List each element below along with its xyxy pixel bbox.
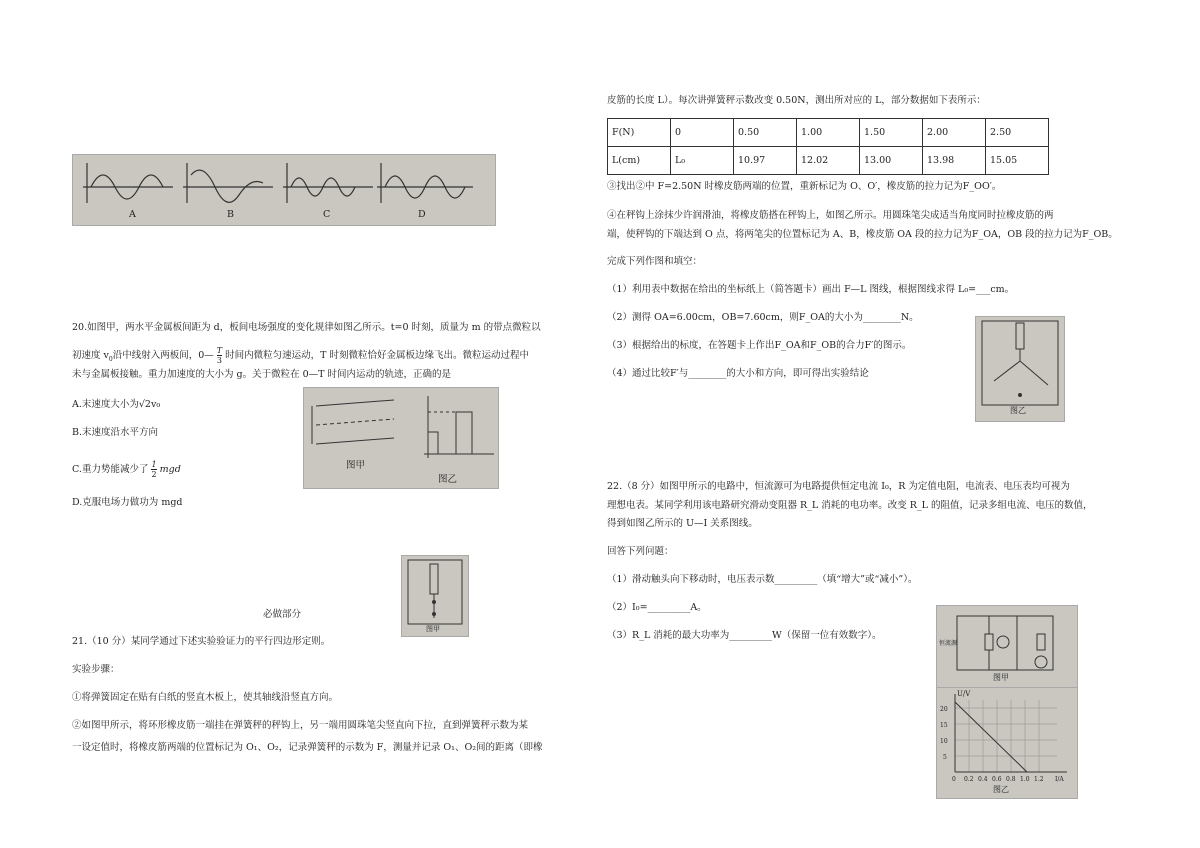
q22-line1: 22.（8 分）如图甲所示的电路中，恒流源可为电路提供恒定电流 I₀，R 为定值电阻，电流表、电压表均可视为 [607, 481, 1070, 492]
rubber-band-figure [975, 316, 1065, 422]
q21-step4-line1: ④在秤钩上涂抹少许润滑油，将橡皮筋搭在秤钩上，如图乙所示。用圆珠笔尖成适当角度同时拉橡皮筋的两 [607, 210, 1054, 221]
table-cell: 13.98 [923, 147, 986, 175]
q21-part3: （3）根据给出的标度，在答题卡上作出F_OA和F_OB的合力F′的图示。 [607, 340, 912, 351]
table-cell: L₀ [671, 147, 734, 175]
q20-figure [303, 387, 499, 489]
ui-graph-figure [936, 687, 1078, 799]
wave-options-svg [73, 155, 495, 225]
wave-options-figure [72, 154, 496, 226]
q20-option-d[interactable]: D.克服电场力做功为 mgd [72, 497, 183, 508]
table-row-force [608, 119, 1049, 147]
t-over-3-fraction: $\frac{T}{3}$ [216, 346, 223, 365]
q20-figure-svg [304, 388, 498, 488]
circuit-caption: 图甲 [993, 673, 1009, 682]
table-cell: 12.02 [797, 147, 860, 175]
q21-title: 21.（10 分）某同学通过下述实验验证力的平行四边形定则。 [72, 636, 331, 647]
q21-step4-line2: 端，使秤钩的下端达到 O 点，将两笔尖的位置标记为 A、B，橡皮筋 OA 段的拉力记为F_OA，OB 段的拉力记为F_OB。 [607, 229, 1118, 240]
graph-x-tick: 0.6 [992, 776, 1002, 783]
q20-figure-caption-right: 图乙 [438, 474, 458, 485]
q21-steps-label: 实验步骤： [72, 664, 120, 675]
q20-line1: 20.如图甲，两水平金属板间距为 d，板间电场强度的变化规律如图乙所示。t=0 时刻，质量为 m 的带点微粒以 [72, 322, 541, 333]
wave-label-a: A [129, 209, 136, 220]
circuit-source-label: 恒流源 [939, 640, 958, 647]
graph-y-label: U/V [957, 690, 971, 698]
table-cell: 15.05 [986, 147, 1049, 175]
q21-step3: ③找出②中 F=2.50N 时橡皮筋两端的位置，重新标记为 O、O′，橡皮筋的拉力记为F_OO′。 [607, 181, 1002, 192]
graph-y-tick: 15 [940, 722, 948, 729]
table-cell: L(cm) [608, 147, 671, 175]
table-cell: 1.50 [860, 119, 923, 147]
wave-label-d: D [418, 209, 426, 220]
table-cell: 2.50 [986, 119, 1049, 147]
q20-option-c[interactable]: C.重力势能减少了 $\frac{1}{2}$ mgd [72, 460, 181, 479]
graph-y-tick: 5 [943, 754, 947, 761]
table-cell: 13.00 [860, 147, 923, 175]
force-length-table [607, 118, 1049, 175]
table-cell: 1.00 [797, 119, 860, 147]
wave-label-b: B [227, 209, 234, 220]
spring-balance-figure [401, 555, 469, 637]
section-title: 必做部分 [263, 609, 302, 620]
q22-answer1: （1）滑动触头向下移动时，电压表示数_________（填“增大”或“减小”）。 [607, 574, 918, 585]
graph-y-tick: 10 [940, 738, 948, 745]
graph-x-tick: 0.8 [1006, 776, 1016, 783]
graph-caption: 图乙 [993, 785, 1009, 794]
table-row-length [608, 147, 1049, 175]
graph-x-tick: 0.2 [964, 776, 974, 783]
graph-x-label: I/A [1055, 776, 1064, 783]
table-cell: F(N) [608, 119, 671, 147]
circuit-figure [936, 605, 1078, 689]
q20-option-a[interactable]: A.末速度大小为√2v₀ [72, 399, 161, 410]
table-cell: 0.50 [734, 119, 797, 147]
q20-figure-caption-left: 图甲 [346, 460, 366, 471]
q21-complete-label: 完成下列作图和填空： [607, 256, 703, 267]
spring-balance-caption: 图甲 [426, 625, 440, 633]
q22-answer-label: 回答下列问题： [607, 546, 674, 557]
q20-line3: 未与金属板接触。重力加速度的大小为 g。关于微粒在 0—T 时间内运动的轨迹，正确的是 [72, 369, 452, 380]
table-cell: 2.00 [923, 119, 986, 147]
q21-part1: （1）利用表中数据在给出的坐标纸上（简答题卡）画出 F—L 图线，根据图线求得 L₀=___cm。 [607, 284, 1015, 295]
graph-x-tick: 0.4 [978, 776, 988, 783]
graph-x-tick: 0 [952, 776, 956, 783]
graph-x-tick: 1.2 [1034, 776, 1044, 783]
q20-option-b[interactable]: B.末速度沿水平方向 [72, 427, 159, 438]
q22-answer3: （3）R_L 消耗的最大功率为_________W（保留一位有效数字）。 [607, 630, 882, 641]
q21-step1: ①将弹簧固定在贴有白纸的竖直木板上，使其轴线沿竖直方向。 [72, 692, 339, 703]
graph-y-tick: 20 [940, 706, 948, 713]
table-cell: 0 [671, 119, 734, 147]
q22-line2: 理想电表。某同学利用该电路研究滑动变阻器 R_L 消耗的电功率。改变 R_L 的阻值，记录多组电流、电压的数值， [607, 500, 1093, 511]
q20-line2: 初速度 $v_0$沿中线射入两板间，0— $\frac{T}{3}$ 时间内微粒匀速运动，T 时刻微粒恰好金属板边缘飞出。微粒运动过程中 [72, 346, 530, 365]
q22-line3: 得到如图乙所示的 U—I 关系图线。 [607, 518, 758, 529]
q21-step2-line1: ②如图甲所示，将环形橡皮筋一端挂在弹簧秤的秤钩上，另一端用圆珠笔尖竖直向下拉，直到弹簧秤示数为某 [72, 720, 529, 731]
q22-answer2: （2）I₀=_________A。 [607, 602, 707, 613]
half-fraction: $\frac{1}{2}$ [151, 460, 157, 479]
q21-part4: （4）通过比较F′与________的大小和方向，即可得出实验结论 [607, 368, 869, 379]
q21-continued-line: 皮筋的长度 L）。每次讲弹簧秤示数改变 0.50N，测出所对应的 L，部分数据如下表所示： [607, 95, 986, 106]
q21-part2: （2）测得 OA=6.00cm，OB=7.60cm，则F_OA的大小为________N。 [607, 312, 919, 323]
graph-x-tick: 1.0 [1020, 776, 1030, 783]
table-cell: 10.97 [734, 147, 797, 175]
wave-label-c: C [323, 209, 331, 220]
q21-step2-line2: 一设定值时，将橡皮筋两端的位置标记为 O₁、O₂，记录弹簧秤的示数为 F，测量并记录 O₁、O₂间的距离（即橡 [72, 742, 543, 753]
rubber-band-caption: 图乙 [1010, 406, 1026, 415]
